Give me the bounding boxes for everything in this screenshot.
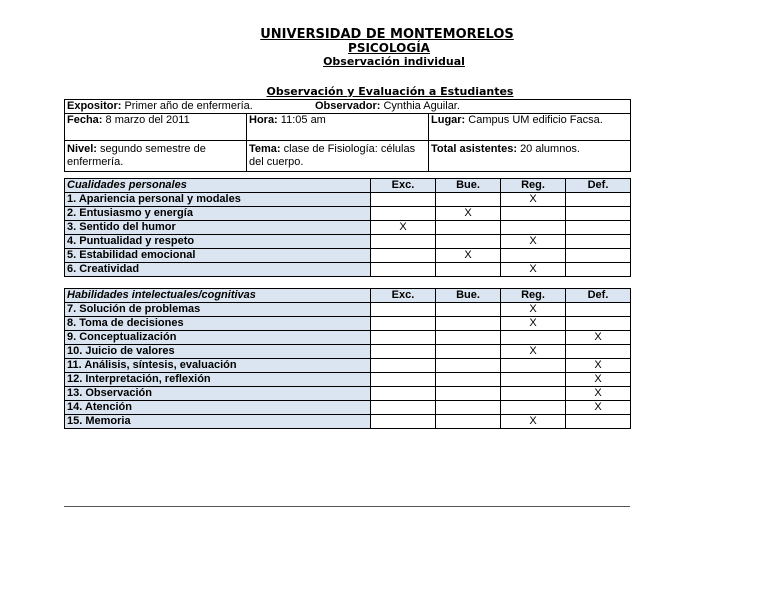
rating-cell [501,331,566,345]
table-row [65,207,631,221]
rating-cell [566,303,631,317]
asistentes-cell [429,141,631,172]
hora-cell [247,114,429,141]
fecha-cell [65,114,247,141]
hora-label: Hora: [249,114,278,126]
observador-value: Cynthia Aguilar. [383,100,460,112]
rating-cell: X [501,303,566,317]
criterion-label: 6. Creatividad [65,263,371,277]
criterion-label: 12. Interpretación, reflexión [65,373,371,387]
rating-cell: X [566,331,631,345]
table-row [65,387,631,401]
rating-cell: X [501,235,566,249]
rating-cell [436,345,501,359]
column-header: Reg. [501,289,566,303]
rating-cell [436,401,501,415]
tema-value: clase de Fisiología: células del cuerpo. [249,143,416,168]
criterion-label: 13. Observación [65,387,371,401]
criterion-label: 2. Entusiasmo y energía [65,207,371,221]
rating-cell: X [566,373,631,387]
rating-cell [371,263,436,277]
fecha-value: 8 marzo del 2011 [105,114,190,126]
rating-cell [501,387,566,401]
lugar-label: Lugar: [431,114,466,126]
table-row [65,235,631,249]
rating-cell [436,331,501,345]
column-header: Def. [566,179,631,193]
rating-cell [501,359,566,373]
rating-cell [566,249,631,263]
rating-cell: X [566,387,631,401]
rating-cell [371,373,436,387]
rating-cell: X [501,193,566,207]
rating-cell [371,401,436,415]
rating-cell [501,401,566,415]
expositor-value: Primer año de enfermería. [124,100,253,112]
rating-cell: X [436,249,501,263]
fecha-label: Fecha: [67,114,103,126]
personal-header-row [65,179,631,193]
rating-cell [501,221,566,235]
asistentes-value: 20 alumnos. [520,143,580,155]
rating-cell [501,249,566,263]
lugar-cell [429,114,631,141]
tema-cell [247,141,429,172]
intellectual-skills-table [64,288,631,429]
rating-cell: X [501,263,566,277]
criterion-label: 1. Apariencia personal y modales [65,193,371,207]
rating-cell [566,207,631,221]
lugar-value: Campus UM edificio Facsa. [468,114,603,126]
table-row [65,401,631,415]
rating-cell: X [566,359,631,373]
criterion-label: 4. Puntualidad y respeto [65,235,371,249]
rating-cell [371,207,436,221]
rating-cell [566,415,631,429]
column-header: Def. [566,289,631,303]
table-row [65,221,631,235]
expositor-cell [65,100,631,114]
rating-cell: X [436,207,501,221]
observador-label: Observador: [315,100,381,112]
nivel-cell [65,141,247,172]
column-header: Reg. [501,179,566,193]
rating-cell [566,221,631,235]
hora-value: 11:05 am [280,114,326,126]
university-title: UNIVERSIDAD DE MONTEMORELOS [260,27,514,42]
rating-cell [371,415,436,429]
criterion-label: 15. Memoria [65,415,371,429]
table-row [65,193,631,207]
rating-cell [501,373,566,387]
rating-cell [566,235,631,249]
asistentes-label: Total asistentes: [431,143,517,155]
table-row [65,317,631,331]
criterion-label: 11. Análisis, síntesis, evaluación [65,359,371,373]
personal-qualities-body [65,179,631,277]
column-header: Exc. [371,289,436,303]
info-row-expositor [65,100,631,114]
table-row [65,415,631,429]
tema-label: Tema: [249,143,281,155]
nivel-value: segundo semestre de enfermería. [67,143,206,168]
rating-cell [436,263,501,277]
personal-qualities-table [64,178,631,277]
rating-cell [566,317,631,331]
info-row-fecha [65,114,631,141]
criterion-label: 14. Atención [65,401,371,415]
personal-section-title: Cualidades personales [65,179,371,193]
rating-cell: X [566,401,631,415]
criterion-label: 7. Solución de problemas [65,303,371,317]
table-row [65,303,631,317]
expositor-label: Expositor: [67,100,122,112]
rating-cell [436,303,501,317]
rating-cell [371,249,436,263]
rating-cell [436,317,501,331]
rating-cell [371,303,436,317]
info-row-nivel [65,141,631,172]
rating-cell [371,235,436,249]
column-header: Bue. [436,179,501,193]
rating-cell [371,359,436,373]
department-title: PSICOLOGÍA [348,41,430,55]
nivel-label: Nivel: [67,143,97,155]
rating-cell [436,415,501,429]
rating-cell: X [501,415,566,429]
rating-cell [371,345,436,359]
table-row [65,359,631,373]
rating-cell [566,345,631,359]
column-header: Exc. [371,179,436,193]
rating-cell [371,193,436,207]
info-table [64,99,631,172]
table-row [65,249,631,263]
observador-group [315,100,460,113]
rating-cell [436,387,501,401]
rating-cell [436,359,501,373]
rating-cell [501,207,566,221]
intellectual-skills-body [65,289,631,429]
table-row [65,263,631,277]
table-row [65,331,631,345]
rating-cell [371,331,436,345]
criterion-label: 3. Sentido del humor [65,221,371,235]
form-title: Observación y Evaluación a Estudiantes [266,85,514,98]
intellectual-section-title: Habilidades intelectuales/cognitivas [65,289,371,303]
column-header: Bue. [436,289,501,303]
rating-cell: X [501,345,566,359]
table-row [65,373,631,387]
rating-cell [371,317,436,331]
table-row [65,345,631,359]
criterion-label: 9. Conceptualización [65,331,371,345]
rating-cell [371,387,436,401]
criterion-label: 10. Juicio de valores [65,345,371,359]
observation-subtitle: Observación individual [323,55,465,68]
rating-cell [436,235,501,249]
rating-cell [436,193,501,207]
rating-cell: X [371,221,436,235]
rating-cell: X [501,317,566,331]
rating-cell [566,193,631,207]
rating-cell [436,221,501,235]
rating-cell [566,263,631,277]
criterion-label: 5. Estabilidad emocional [65,249,371,263]
bottom-divider [64,506,630,507]
rating-cell [436,373,501,387]
intellectual-header-row [65,289,631,303]
criterion-label: 8. Toma de decisiones [65,317,371,331]
